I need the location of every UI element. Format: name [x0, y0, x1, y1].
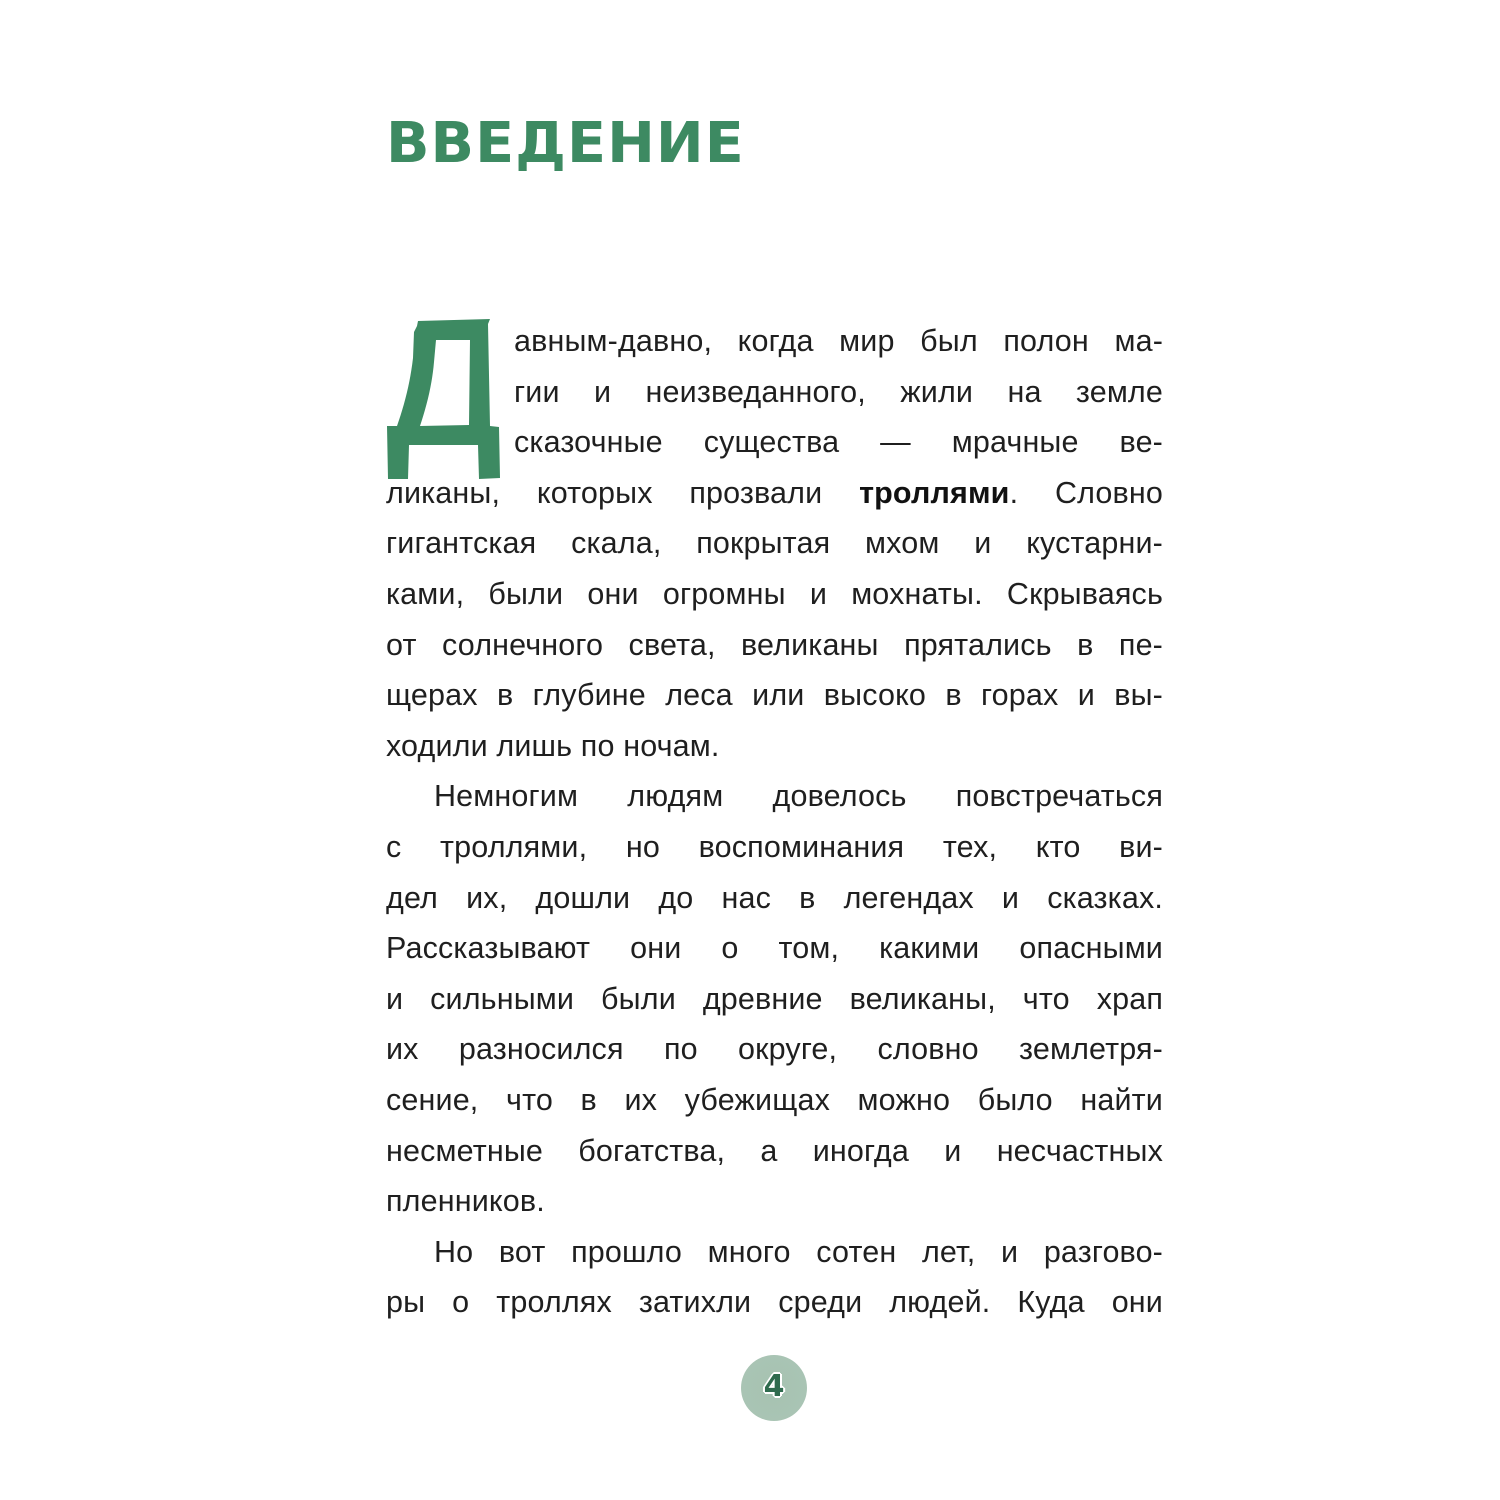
page-number-badge: [741, 1355, 807, 1421]
text-line: ками, были они огромны и мохнаты. Скрываясь: [386, 576, 1163, 611]
text-line: Немногим людям довелось повстречаться: [434, 779, 1163, 814]
text-line: гии и неизведанного, жили на земле: [514, 374, 1163, 409]
text-line: ликаны, которых прозвали троллями. Словно: [386, 475, 1163, 510]
text-line: ходили лишь по ночам.: [386, 728, 720, 763]
text-line: их разносился по округе, словно землетря-: [386, 1032, 1163, 1067]
text-line: несметные богатства, а иногда и несчастных: [386, 1133, 1163, 1168]
text-line: сказочные существа — мрачные ве-: [514, 425, 1163, 460]
bold-term-trolls: троллями: [859, 475, 1010, 510]
text-line: пленников.: [386, 1184, 545, 1219]
text-line: и сильными были древние великаны, что храп: [386, 981, 1163, 1016]
paragraph-1: [386, 316, 1163, 771]
text-line: ры о троллях затихли среди людей. Куда они: [386, 1285, 1163, 1320]
text-line: сение, что в их убежищах можно было найти: [386, 1082, 1163, 1117]
body-text: [386, 316, 1163, 1328]
paragraph-3: [386, 1227, 1163, 1328]
text-line: от солнечного света, великаны прятались в пе-: [386, 627, 1163, 662]
text-line: дел их, дошли до нас в легендах и сказках.: [386, 880, 1163, 915]
text-line: Но вот прошло много сотен лет, и разгово-: [434, 1234, 1163, 1269]
paragraph-2: [386, 771, 1163, 1226]
text-line: авным-давно, когда мир был полон ма-: [514, 324, 1163, 358]
text-line: Рассказывают они о том, какими опасными: [386, 931, 1163, 966]
text-line: гигантская скала, покрытая мхом и кустарни-: [386, 526, 1163, 561]
text-line: щерах в глубине леса или высоко в горах и вы-: [386, 678, 1163, 713]
chapter-title: ВВЕДЕНИЕ: [386, 111, 745, 176]
page-number: 4: [763, 1369, 785, 1404]
text-line: с троллями, но воспоминания тех, кто ви-: [386, 829, 1163, 864]
